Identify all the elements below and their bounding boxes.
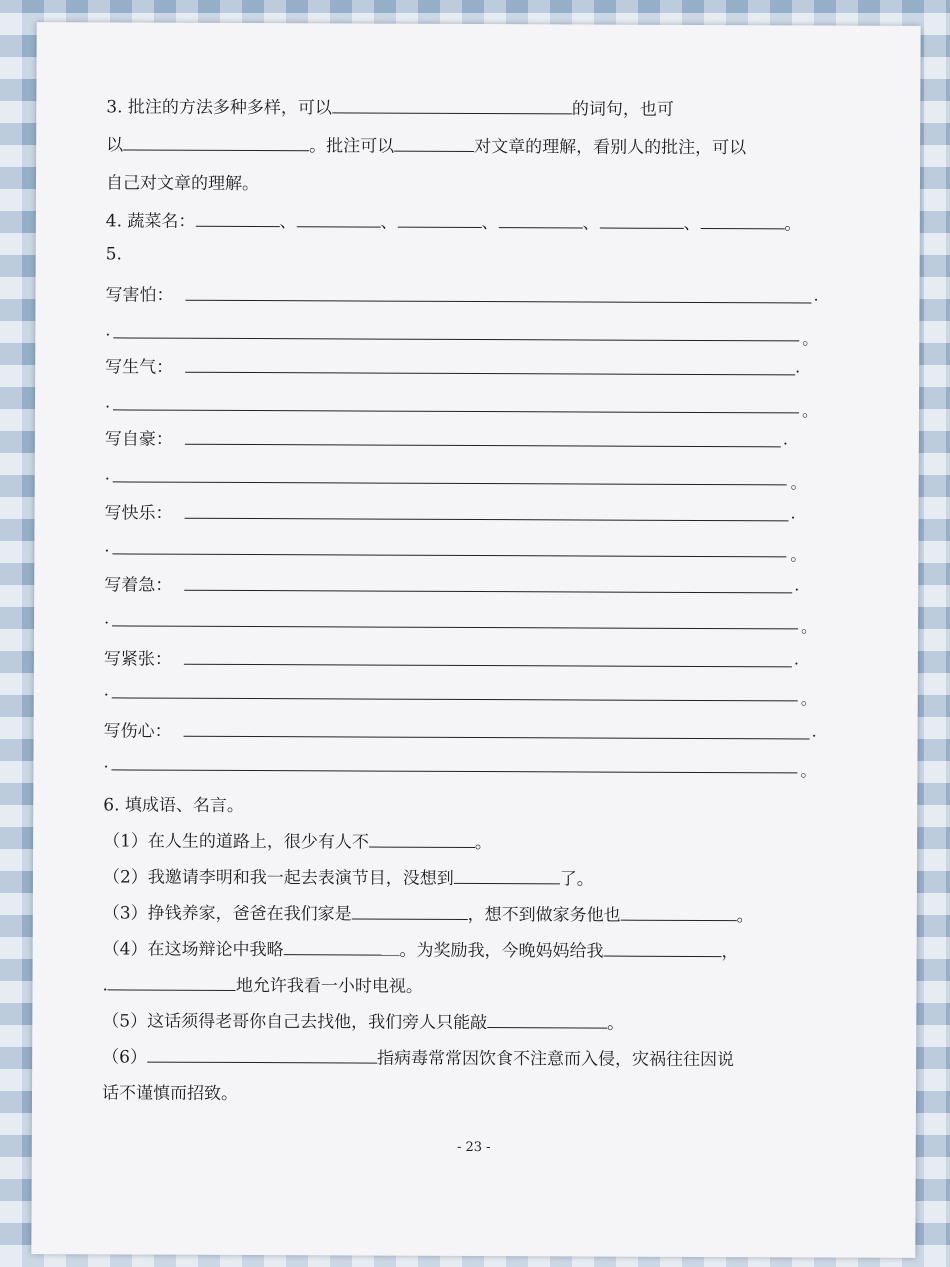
worksheet-page bbox=[31, 22, 920, 1258]
q5-item-happy-line-2[interactable] bbox=[112, 553, 786, 557]
q6-item-4-blank-1[interactable] bbox=[283, 936, 399, 956]
q6-item-3-blank-1[interactable] bbox=[352, 900, 468, 920]
q5-item-nervous-end: 。 bbox=[800, 689, 817, 709]
q6-item-2-end: 了。 bbox=[559, 869, 594, 890]
q5-item-angry-line-2[interactable] bbox=[113, 409, 799, 413]
q5-item-happy-end: 。 bbox=[790, 545, 807, 565]
q6-item-4-line-2 bbox=[102, 970, 423, 996]
q6-item-4-text-b: 。为奖励我，今晚妈妈给我 bbox=[399, 940, 604, 962]
q5-item-anxious-line-1[interactable] bbox=[184, 590, 792, 594]
q5-item-sad-dot-2: . bbox=[103, 752, 109, 772]
q4-line bbox=[106, 206, 802, 234]
q3-text-a: 3. 批注的方法多种多样，可以 bbox=[106, 97, 332, 119]
q5-item-happy-dot: . bbox=[790, 503, 796, 523]
q6-item-1 bbox=[103, 826, 492, 853]
q3-text-b: 的词句，也可 bbox=[571, 99, 674, 120]
q6-item-3-end: 。 bbox=[736, 906, 754, 927]
q6-item-3-text-a: （3）挣钱养家，爸爸在我们家是 bbox=[102, 903, 352, 925]
q4-label: 4. 蔬菜名： bbox=[105, 211, 196, 232]
q6-item-6-label: （6） bbox=[102, 1047, 148, 1068]
q6-item-3-blank-2[interactable] bbox=[621, 902, 737, 922]
q5-item-nervous-line-1[interactable] bbox=[184, 664, 792, 668]
q6-item-3-text-b: ，想不到做家务他也 bbox=[467, 904, 621, 926]
q5-item-anxious-line-2[interactable] bbox=[112, 625, 798, 629]
q6-item-2 bbox=[103, 862, 594, 889]
q5-item-happy-dot-2: . bbox=[104, 536, 110, 556]
q5-item-nervous-label: 写紧张： bbox=[103, 649, 172, 670]
q6-item-4-blank-2[interactable] bbox=[603, 938, 721, 958]
q6-item-1-text: （1）在人生的道路上，很少有人不 bbox=[103, 831, 369, 853]
worksheet-content bbox=[101, 92, 826, 1104]
q6-item-4-comma: ， bbox=[721, 942, 739, 963]
q4-sep-3: 、 bbox=[481, 213, 499, 234]
q6-item-4-text-c: 地允许我看一小时电视。 bbox=[235, 975, 423, 997]
q5-item-proud-label: 写自豪： bbox=[104, 429, 173, 450]
q5-item-angry-line-1[interactable] bbox=[185, 372, 795, 376]
q6-title: 6. 填成语、名言。 bbox=[103, 795, 244, 816]
q6-item-2-text: （2）我邀请李明和我一起去表演节目，没想到 bbox=[102, 867, 454, 889]
q5-item-fear-line-2[interactable] bbox=[113, 337, 799, 341]
q3-text-d: 。批注可以 bbox=[309, 136, 395, 157]
q6-item-5-blank[interactable] bbox=[487, 1009, 607, 1029]
page-number: - 23 - bbox=[456, 1139, 491, 1156]
q3-text-c: 以 bbox=[106, 135, 124, 156]
q3-blank-3[interactable] bbox=[394, 133, 474, 152]
q6-item-6-text: 指病毒常常因饮食不注意而入侵，灾祸往往因说 bbox=[376, 1048, 735, 1071]
q6-item-6-line-1 bbox=[102, 1042, 734, 1070]
q3-text-f: 自己对文章的理解。 bbox=[105, 173, 260, 195]
q5-item-proud-dot-2: . bbox=[104, 464, 110, 484]
q4-blank-3[interactable] bbox=[397, 209, 481, 228]
q5-item-proud-dot: . bbox=[782, 429, 789, 449]
q4-sep-5: 、 bbox=[683, 213, 701, 234]
q5-item-anxious-label: 写着急： bbox=[104, 575, 173, 596]
q4-sep-4: 、 bbox=[582, 213, 600, 234]
q5-item-angry-label: 写生气： bbox=[105, 357, 174, 378]
q4-blank-1[interactable] bbox=[195, 208, 279, 227]
q3-line-1 bbox=[106, 92, 674, 119]
q4-end: 。 bbox=[784, 214, 802, 235]
q3-blank-1[interactable] bbox=[332, 94, 572, 114]
q5-item-nervous-dot: . bbox=[793, 649, 800, 669]
q5-item-angry-dot-2: . bbox=[104, 392, 111, 412]
q5-item-sad-line-1[interactable] bbox=[184, 736, 810, 740]
q4-blank-6[interactable] bbox=[700, 210, 784, 229]
q5-item-fear-dot-2: . bbox=[105, 320, 111, 340]
q4-blank-2[interactable] bbox=[296, 208, 380, 227]
q4-sep-1: 、 bbox=[279, 212, 297, 233]
q6-item-4-text-a: （4）在这场辩论中我略 bbox=[102, 939, 284, 961]
q6-item-4-dot: . bbox=[102, 975, 108, 996]
q5-label: 5. bbox=[105, 244, 122, 265]
q5-item-fear-label: 写害怕： bbox=[105, 285, 174, 306]
q5-item-angry-end: 。 bbox=[801, 401, 819, 421]
q5-item-fear-end: 。 bbox=[802, 329, 819, 349]
q6-item-6-blank[interactable] bbox=[147, 1044, 377, 1064]
q3-text-e: 对文章的理解，看别人的批注，可以 bbox=[474, 136, 747, 159]
q5-item-anxious-end: 。 bbox=[801, 617, 818, 637]
q5-item-proud-line-1[interactable] bbox=[185, 444, 781, 448]
q3-line-3 bbox=[106, 168, 259, 194]
q5-item-happy-label: 写快乐： bbox=[104, 503, 173, 524]
q5-item-fear-line-1[interactable] bbox=[185, 300, 811, 304]
q6-item-5 bbox=[102, 1006, 624, 1033]
q5-item-happy-line-1[interactable] bbox=[185, 518, 789, 522]
q5-item-sad-end: 。 bbox=[800, 761, 817, 781]
q5-item-anxious-dot: . bbox=[794, 575, 800, 595]
q5-item-sad-line-2[interactable] bbox=[111, 769, 797, 773]
q4-blank-5[interactable] bbox=[599, 210, 683, 229]
q5-item-sad-dot: . bbox=[811, 721, 817, 741]
q6-item-5-end: 。 bbox=[607, 1013, 625, 1034]
q5-item-nervous-dot-2: . bbox=[103, 680, 109, 700]
q5-item-proud-line-2[interactable] bbox=[113, 481, 787, 485]
q6-item-4-blank-3[interactable] bbox=[108, 971, 236, 991]
q5-item-fear-dot: . bbox=[813, 285, 819, 305]
q4-blank-4[interactable] bbox=[498, 209, 582, 228]
q6-item-1-blank[interactable] bbox=[369, 829, 475, 848]
q5-item-angry-dot: . bbox=[795, 357, 801, 377]
q4-sep-2: 、 bbox=[380, 212, 398, 233]
q6-item-2-blank[interactable] bbox=[454, 865, 560, 884]
q6-item-1-end: 。 bbox=[474, 832, 492, 854]
q3-line-2 bbox=[106, 130, 746, 158]
q6-item-6-line-2: 话不谨慎而招致。 bbox=[101, 1083, 239, 1104]
q5-item-proud-end: 。 bbox=[790, 473, 807, 493]
q6-item-5-text: （5）这话须得老哥你自己去找他，我们旁人只能敲 bbox=[102, 1011, 488, 1034]
q5-item-nervous-line-2[interactable] bbox=[112, 697, 798, 701]
q6-item-3 bbox=[103, 898, 754, 926]
q5-item-sad-label: 写伤心： bbox=[103, 721, 172, 742]
q3-blank-2[interactable] bbox=[123, 131, 309, 151]
q6-item-4-line-1 bbox=[103, 934, 739, 962]
q5-item-anxious-dot-2: . bbox=[104, 608, 110, 628]
